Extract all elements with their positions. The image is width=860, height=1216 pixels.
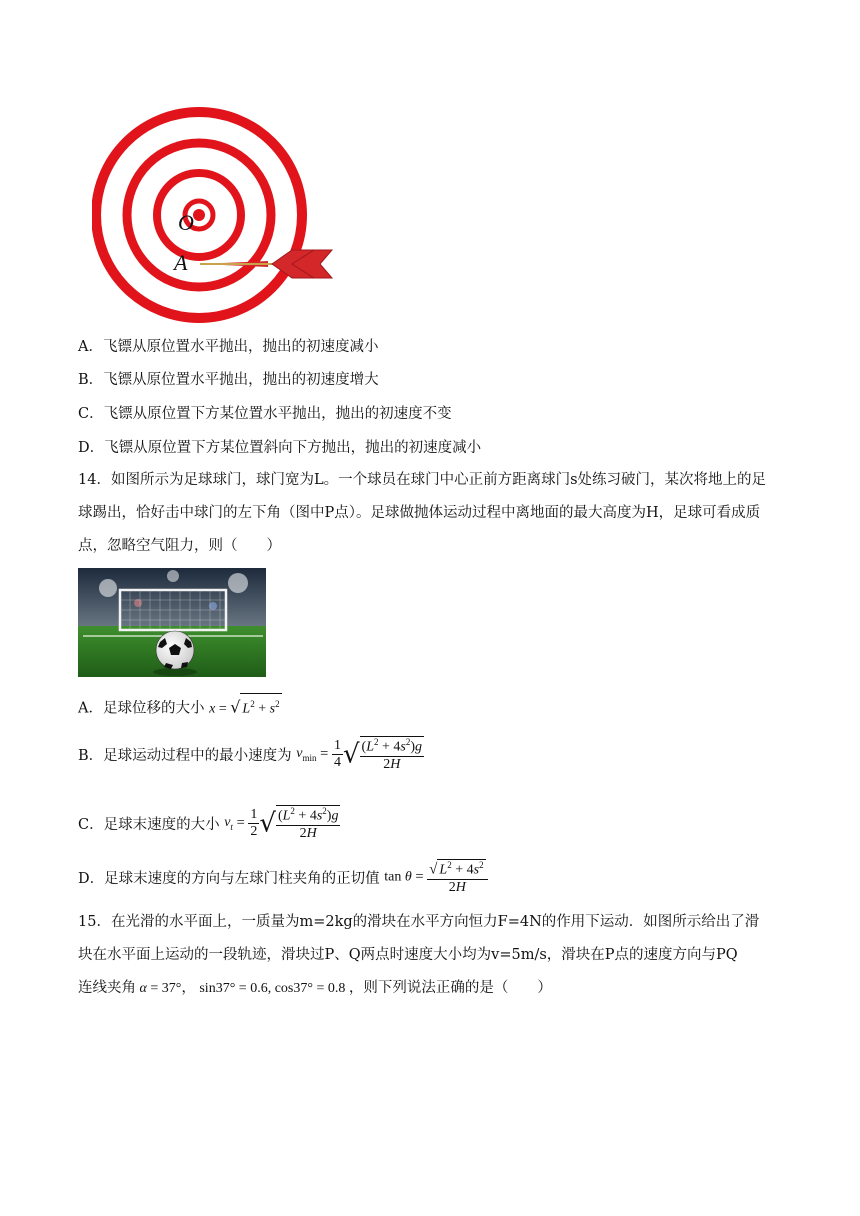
- q14-option-b-text: B．足球运动过程中的最小速度为: [78, 747, 292, 764]
- q14-option-c: C．足球末速度的大小 $v_t$ = $\frac{1}{2}$ √ $\frac{(L^2 + 4s^2)g}{2H}$: [78, 806, 339, 841]
- q15-stem-text-3b: ，: [181, 980, 196, 996]
- dartboard-figure: [92, 105, 337, 327]
- label-a: A: [174, 250, 188, 275]
- q14-option-b-formula: $v_{min}$: [296, 745, 317, 763]
- q13-option-a: A．飞镖从原位置水平抛出，抛出的初速度减小: [78, 339, 379, 355]
- football-goal-photo: [78, 568, 266, 677]
- label-o: O: [178, 210, 194, 235]
- q15-stem-text-3a: 连线夹角: [78, 980, 136, 996]
- q14-stem: [78, 464, 778, 563]
- q15-stem-text-1: 在光滑的水平面上，一质量为m=2kg的滑块在水平方向恒力F=4N的作用下运动．如图所示给出了滑: [110, 914, 760, 930]
- q14-stem-text: 如图所示为足球球门，球门宽为L。一个球员在球门中心正前方距离球门s处练习破门，某次将地上的足球踢出，恰好击中球门的左下角（图中P点）。足球做抛体运动过程中离地面的最大高度为H，足球可看成质点，忽略空气阻力，则（ ）: [78, 472, 767, 554]
- q15-alpha-formula: α: [136, 981, 147, 996]
- q14-option-a-text: A．足球位移的大小: [78, 700, 205, 717]
- q14-option-a-formula: x: [209, 701, 216, 717]
- q14-option-c-formula: $v_t$: [224, 814, 233, 832]
- q15-stem-line1: [78, 912, 759, 932]
- q14-option-d-text: D．足球末速度的方向与左球门柱夹角的正切值: [78, 870, 380, 887]
- q14-option-c-text: C．足球末速度的大小: [78, 816, 220, 833]
- q15-stem-line2: 块在水平面上运动的一段轨迹，滑块过P、Q两点时速度大小均为v=5m/s，滑块在P点的速度方向与PQ: [78, 947, 738, 963]
- q14-option-b: B．足球运动过程中的最小速度为 $v_{min}$ = $\frac{1}{4}$ √ $\frac{(L^2 + 4s^2)g}{2H}$: [78, 737, 423, 772]
- q15-stem-text-3c: ，则下列说法正确的是（ ）: [348, 980, 552, 996]
- q14-option-d-formula: tan: [384, 869, 402, 885]
- q15-number: 15．: [78, 914, 111, 930]
- bullseye-dot: [193, 209, 205, 221]
- q15-trig-formula: sin37° = 0.6, cos37° = 0.8: [195, 981, 349, 996]
- q13-option-d: D．飞镖从原位置下方某位置斜向下方抛出，抛出的初速度减小: [78, 440, 482, 456]
- q14-option-d: D．足球末速度的方向与左球门柱夹角的正切值 tan θ = $\frac{√ L^2 + 4s^2}{2H}$: [78, 859, 488, 896]
- q14-number: 14．: [78, 472, 111, 488]
- q14-option-a: A．足球位移的大小 x = √ $L^2 + s^2$: [78, 693, 282, 720]
- q13-option-b: B．飞镖从原位置水平抛出，抛出的初速度增大: [78, 372, 379, 388]
- q15-stem-line3: 连线夹角 α = 37°， sin37° = 0.6, cos37° = 0.8 ，则下列说法正确的是（ ）: [78, 980, 552, 996]
- q13-option-c: C．飞镖从原位置下方某位置水平抛出，抛出的初速度不变: [78, 406, 452, 422]
